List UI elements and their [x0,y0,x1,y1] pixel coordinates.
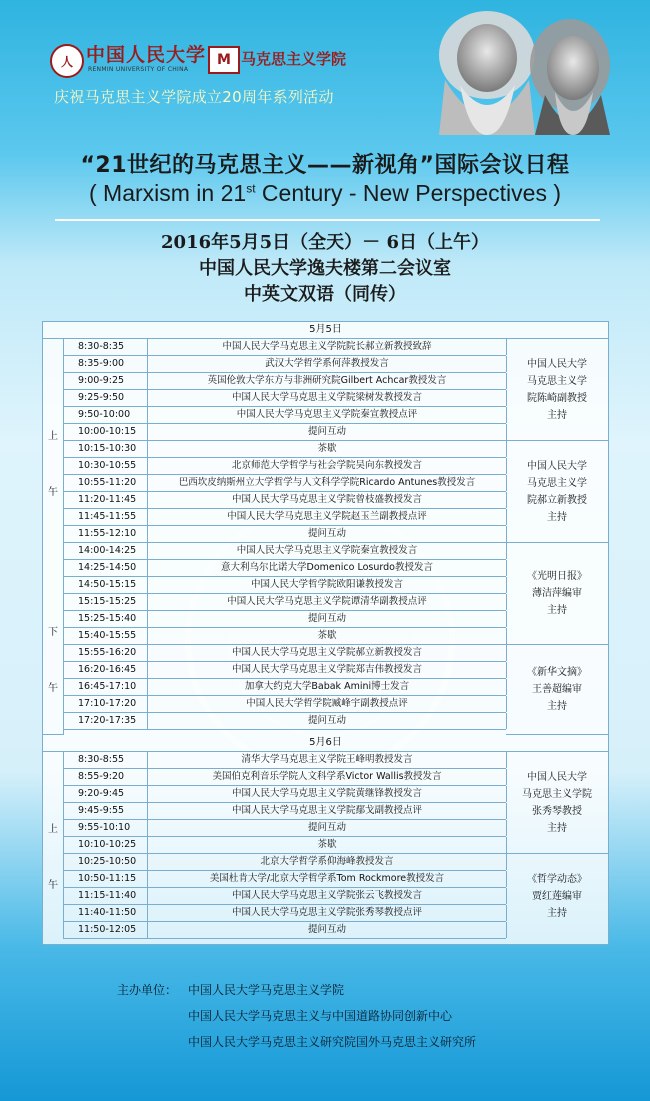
row-time: 11:55-12:10 [63,526,148,542]
chair-line: 主持 [547,605,567,616]
row-time: 8:30-8:35 [63,339,148,355]
row-event: 美国杜肯大学/北京大学哲学系Tom Rockmore教授发言 [148,871,507,887]
period-pm-day1 [43,543,64,735]
row-time: 10:25-10:50 [63,854,148,870]
table-row [63,509,506,526]
period-am-day1 [43,339,64,543]
chair-line: 马克思主义学 [527,375,587,387]
row-time: 10:00-10:15 [63,424,148,440]
row-time: 14:25-14:50 [63,560,148,576]
row-event: 中国人民大学马克思主义学院张云飞教授发言 [148,888,507,904]
table-row [63,713,506,730]
table-row [63,905,506,922]
row-time: 15:55-16:20 [63,645,148,661]
table-row [63,752,506,769]
table-row [63,820,506,837]
row-time: 10:15-10:30 [63,441,148,457]
table-row [63,628,506,645]
row-event: 中国人民大学哲学院臧峰宇副教授点评 [148,696,507,712]
row-time: 9:50-10:00 [63,407,148,423]
row-event: 茶歇 [148,628,507,644]
chair-line: 主持 [547,511,567,523]
table-row [63,679,506,696]
chair-line: 《新华文摘》 [527,667,587,678]
row-event: 提问互动 [148,526,507,542]
row-time: 11:40-11:50 [63,905,148,921]
organizer-1: 中国人民大学马克思主义学院 [188,983,345,997]
row-event: 提问互动 [148,820,507,836]
row-event: 提问互动 [148,713,507,729]
table-row [63,888,506,905]
chair-line: 《光明日报》 [527,571,587,582]
row-event: 提问互动 [148,611,507,627]
anniversary-subtitle: 庆祝马克思主义学院成立20周年系列活动 [54,88,334,106]
chair-block [506,339,608,441]
table-row [63,662,506,679]
row-event: 中国人民大学马克思主义学院黄继锋教授发言 [148,786,507,802]
table-row [63,356,506,373]
row-time: 10:55-11:20 [63,475,148,491]
row-time: 8:35-9:00 [63,356,148,372]
chair-line: 《哲学动态》 [527,874,587,885]
row-time: 11:15-11:40 [63,888,148,904]
ruc-english-name: RENMIN UNIVERSITY OF CHINA [88,66,189,73]
row-event: 中国人民大学马克思主义学院郑吉伟教授发言 [148,662,507,678]
table-row [63,854,506,871]
chair-block [506,543,608,645]
chair-block [506,441,608,543]
row-time: 9:45-9:55 [63,803,148,819]
row-time: 15:40-15:55 [63,628,148,644]
row-time: 9:55-10:10 [63,820,148,836]
chair-line: 院郝立新教授 [527,494,587,506]
row-time: 8:55-9:20 [63,769,148,785]
row-event: 中国人民大学马克思主义学院谭清华副教授点评 [148,594,507,610]
title-en-suffix: Century - New Perspectives ) [255,180,562,206]
row-event: 中国人民大学马克思主义学院秦宣教授发言 [148,543,507,559]
table-row [63,339,506,356]
row-time: 9:20-9:45 [63,786,148,802]
table-row [63,424,506,441]
row-event: 美国伯克利音乐学院人文科学系Victor Wallis教授发言 [148,769,507,785]
row-time: 11:45-11:55 [63,509,148,525]
row-event: 意大利乌尔比诺大学Domenico Losurdo教授发言 [148,560,507,576]
chair-line: 张秀琴教授 [532,805,582,817]
conference-language: 中英文双语（同传） [244,284,406,305]
table-row [63,526,506,543]
chair-line: 主持 [547,701,567,712]
table-row [63,803,506,820]
row-event: 中国人民大学马克思主义学院鄢戈副教授点评 [148,803,507,819]
row-event: 中国人民大学马克思主义学院赵玉兰副教授点评 [148,509,507,525]
row-time: 11:50-12:05 [63,922,148,938]
row-event: 武汉大学哲学系何萍教授发言 [148,356,507,372]
chair-block [506,854,608,939]
row-time: 16:45-17:10 [63,679,148,695]
organizer-label: 主办单位： [117,983,178,997]
row-event: 加拿大约克大学Babak Amini博士发言 [148,679,507,695]
table-row [63,696,506,713]
row-time: 10:50-11:15 [63,871,148,887]
chair-line: 主持 [547,409,567,421]
row-event: 巴西坎皮纳斯州立大学哲学与人文科学学院Ricardo Antunes教授发言 [148,475,507,491]
chair-line: 主持 [547,822,567,834]
marxism-school-logo-mark: M [217,52,231,68]
ruc-logo [50,44,84,78]
table-row [63,611,506,628]
conference-title-cn: “21世纪的马克思主义——新视角”国际会议日程 [80,153,570,178]
table-row [63,577,506,594]
row-time: 16:20-16:45 [63,662,148,678]
table-row [63,407,506,424]
table-row [63,475,506,492]
header [0,0,650,135]
row-event: 北京大学哲学系仰海峰教授发言 [148,854,507,870]
conference-date: 2016年5月5日（全天）－ 6日（上午） [161,232,489,253]
row-event: 清华大学马克思主义学院王峰明教授发言 [148,752,507,768]
chair-line: 院陈崎副教授 [527,392,587,404]
ruc-logo-mark: 人 [60,54,73,69]
row-event: 英国伦敦大学东方与非洲研究院Gilbert Achcar教授发言 [148,373,507,389]
table-row [63,645,506,662]
row-time: 9:00-9:25 [63,373,148,389]
conference-title-en [0,180,650,207]
row-time: 17:20-17:35 [63,713,148,729]
chair-block [506,752,608,854]
table-row [63,441,506,458]
table-row [63,560,506,577]
table-row [63,492,506,509]
chair-line: 中国人民大学 [527,358,587,370]
row-time: 17:10-17:20 [63,696,148,712]
row-event: 提问互动 [148,922,507,938]
table-row [63,373,506,390]
chair-line: 中国人民大学 [527,460,587,472]
chair-line: 主持 [547,908,567,919]
row-event: 中国人民大学马克思主义学院院长郝立新教授致辞 [148,339,507,355]
row-time: 10:10-10:25 [63,837,148,853]
chair-line: 王善超编审 [532,684,582,695]
row-event: 中国人民大学马克思主义学院张秀琴教授点评 [148,905,507,921]
ruc-name: 中国人民大学 [86,44,207,66]
table-row [63,594,506,611]
period-am-day2 [43,752,64,939]
row-event: 中国人民大学哲学院欧阳谦教授发言 [148,577,507,593]
schedule-table [42,321,609,945]
row-event: 中国人民大学马克思主义学院曾枝盛教授发言 [148,492,507,508]
row-event: 北京师范大学哲学与社会学院吴向东教授发言 [148,458,507,474]
chair-line: 马克思主义学院 [522,788,592,800]
table-row [63,837,506,854]
title-divider [55,219,600,221]
marx-engels-portrait-image [405,0,650,135]
row-event: 中国人民大学马克思主义学院郝立新教授发言 [148,645,507,661]
row-event: 提问互动 [148,424,507,440]
row-time: 10:30-10:55 [63,458,148,474]
organizer-3: 中国人民大学马克思主义研究院国外马克思主义研究所 [188,1035,477,1049]
conference-venue: 中国人民大学逸夫楼第二会议室 [199,258,451,279]
table-row [63,786,506,803]
row-event: 茶歇 [148,837,507,853]
chair-line: 马克思主义学 [527,477,587,489]
row-time: 8:30-8:55 [63,752,148,768]
row-event: 中国人民大学马克思主义学院梁树发教授发言 [148,390,507,406]
row-time: 14:50-15:15 [63,577,148,593]
row-time: 15:25-15:40 [63,611,148,627]
table-row [63,458,506,475]
marxism-school-logo [208,46,240,74]
chair-line: 贾红莲编审 [532,891,582,902]
title-en-prefix: ( Marxism in 21 [88,180,247,206]
organizer-2: 中国人民大学马克思主义与中国道路协同创新中心 [188,1009,453,1023]
row-time: 9:25-9:50 [63,390,148,406]
table-row [63,769,506,786]
row-time: 11:20-11:45 [63,492,148,508]
marxism-school-name: 马克思主义学院 [241,50,347,68]
day-header-2: 5月6日 [43,735,608,752]
table-row [63,871,506,888]
row-time: 14:00-14:25 [63,543,148,559]
period-am-day2-label: 上 午 [48,824,58,891]
period-pm-day1-label: 下 午 [48,627,58,694]
title-en-sup: st [246,181,256,196]
table-row [63,922,506,939]
row-event: 茶歇 [148,441,507,457]
row-time: 15:15-15:25 [63,594,148,610]
chair-line: 中国人民大学 [527,771,587,783]
day-header-1: 5月5日 [43,322,608,339]
table-row [63,543,506,560]
period-am-day1-label: 上 午 [48,431,58,498]
table-row [63,390,506,407]
chair-block [506,645,608,735]
chair-line: 薄洁萍编审 [532,588,582,599]
row-event: 中国人民大学马克思主义学院秦宣教授点评 [148,407,507,423]
